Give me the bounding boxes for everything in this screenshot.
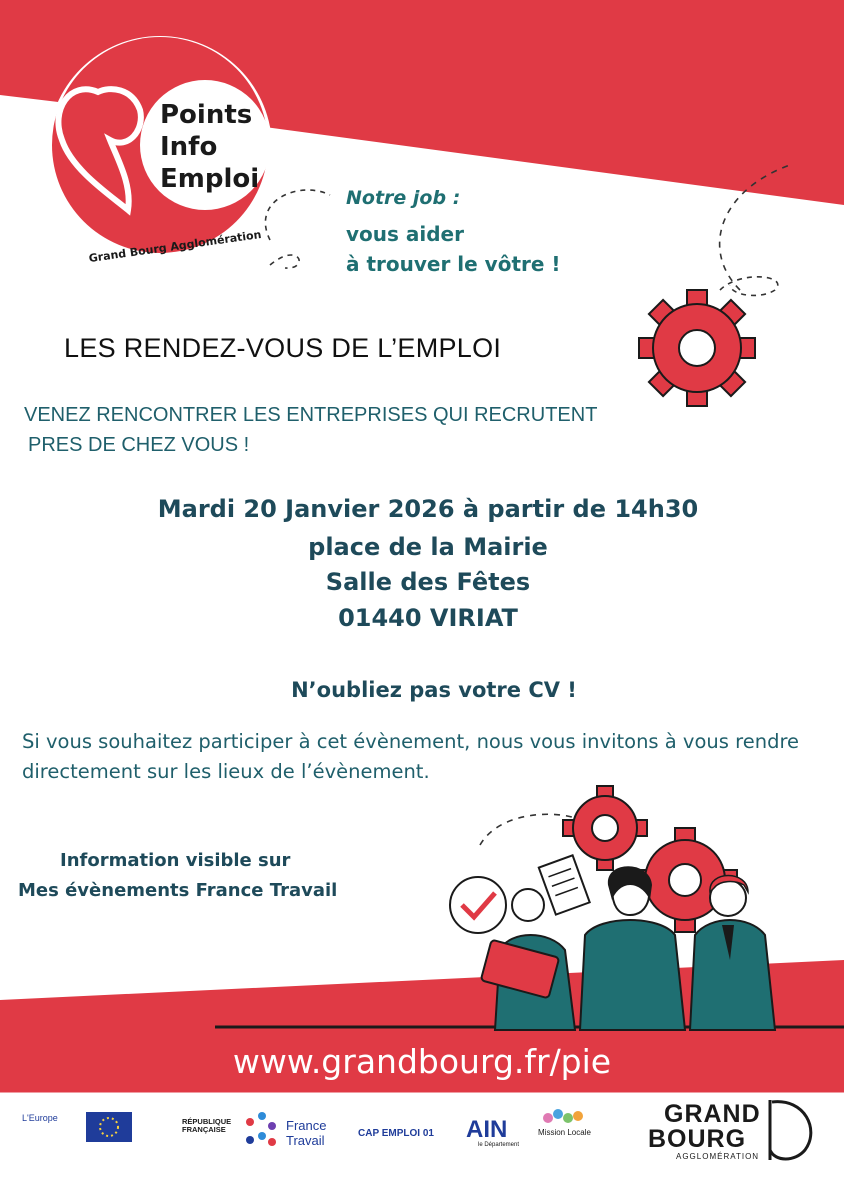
gear-icon <box>639 290 755 406</box>
ain-logo: AIN <box>466 1116 508 1143</box>
website-link[interactable]: www.grandbourg.fr/pie <box>232 1042 612 1081</box>
france-travail-line1: France <box>286 1118 327 1133</box>
cv-reminder: N’oubliez pas votre CV ! <box>291 678 577 702</box>
page-title: LES RENDEZ-VOUS DE L’EMPLOI <box>64 333 502 363</box>
ain-sub-label: le Département <box>478 1142 520 1148</box>
logo-line-points: Points <box>160 100 253 130</box>
people-illustration <box>450 786 775 1030</box>
tagline-line3: à trouver le vôtre ! <box>346 252 561 276</box>
event-place: place de la Mairie <box>308 533 548 561</box>
france-travail-line2: Travail <box>286 1133 325 1148</box>
republique-francaise-logo: RÉPUBLIQUE FRANÇAISE <box>182 1117 232 1135</box>
grand-bourg-line1: GRAND <box>664 1100 761 1128</box>
body-line2: directement sur les lieux de l’évènement. <box>22 760 430 783</box>
europe-label: L'Europe <box>22 1113 58 1123</box>
cap-emploi-logo: CAP EMPLOI 01 <box>358 1128 434 1139</box>
intro-line2: PRES DE CHEZ VOUS ! <box>28 434 250 456</box>
event-city: 01440 VIRIAT <box>338 604 518 632</box>
logo-line-emploi: Emploi <box>160 164 260 194</box>
info-line1: Information visible sur <box>60 850 291 871</box>
body-line1: Si vous souhaitez participer à cet évènement, nous vous invitons à vous rendre <box>22 730 800 753</box>
logo-arc-text: Grand Bourg Agglomération <box>87 227 263 266</box>
logo-line-info: Info <box>160 132 218 162</box>
tagline-line2: vous aider <box>346 222 464 246</box>
grand-bourg-line2: BOURG <box>648 1125 747 1153</box>
event-hall: Salle des Fêtes <box>325 568 531 596</box>
grand-bourg-agglo: AGGLOMÉRATION <box>676 1152 760 1161</box>
event-date: Mardi 20 Janvier 2026 à partir de 14h30 <box>157 495 699 523</box>
tagline-line1: Notre job : <box>346 187 461 209</box>
europe-flag-icon <box>86 1112 132 1142</box>
info-line2: Mes évènements France Travail <box>18 880 338 901</box>
intro-line1: VENEZ RENCONTRER LES ENTREPRISES QUI RECRUTENT <box>24 404 598 426</box>
mission-locale-label: Mission Locale <box>538 1128 591 1137</box>
